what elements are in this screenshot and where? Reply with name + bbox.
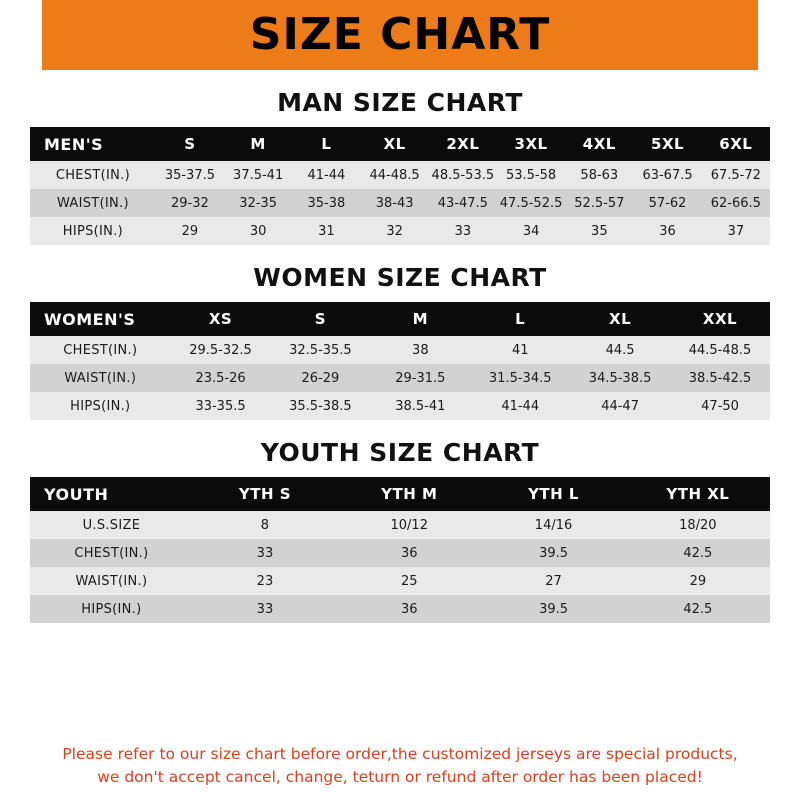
men-waist-6xl: 62-66.5 — [702, 189, 770, 217]
youth-row-header-label: YOUTH — [30, 477, 193, 511]
men-chart-wrap — [0, 127, 800, 245]
men-col-5xl: 5XL — [633, 127, 701, 161]
men-waist-2xl: 43-47.5 — [429, 189, 497, 217]
section-title-women: WOMEN SIZE CHART — [253, 263, 547, 292]
men-col-s: S — [156, 127, 224, 161]
women-chest-xxl: 44.5-48.5 — [670, 336, 770, 364]
youth-chest-xl: 42.5 — [626, 539, 770, 567]
men-chest-3xl: 53.5-58 — [497, 161, 565, 189]
youth-hips-xl: 42.5 — [626, 595, 770, 623]
youth-hips-l: 39.5 — [481, 595, 625, 623]
women-col-xxl: XXL — [670, 302, 770, 336]
women-chest-s: 32.5-35.5 — [270, 336, 370, 364]
men-chest-m: 37.5-41 — [224, 161, 292, 189]
page-title: SIZE CHART — [249, 9, 551, 60]
women-waist-s: 26-29 — [270, 364, 370, 392]
table-row — [30, 567, 770, 595]
women-waist-xl: 34.5-38.5 — [570, 364, 670, 392]
men-col-m: M — [224, 127, 292, 161]
youth-ussize-m: 10/12 — [337, 511, 481, 539]
youth-col-l: YTH L — [481, 477, 625, 511]
men-chest-xl: 44-48.5 — [361, 161, 429, 189]
youth-chest-l: 39.5 — [481, 539, 625, 567]
men-chest-4xl: 58-63 — [565, 161, 633, 189]
youth-row-label-ussize: U.S.SIZE — [30, 511, 193, 539]
men-waist-4xl: 52.5-57 — [565, 189, 633, 217]
youth-waist-m: 25 — [337, 567, 481, 595]
youth-ussize-xl: 18/20 — [626, 511, 770, 539]
men-hips-2xl: 33 — [429, 217, 497, 245]
women-hips-l: 41-44 — [470, 392, 570, 420]
men-hips-m: 30 — [224, 217, 292, 245]
men-col-3xl: 3XL — [497, 127, 565, 161]
youth-col-m: YTH M — [337, 477, 481, 511]
women-chest-m: 38 — [370, 336, 470, 364]
youth-waist-s: 23 — [193, 567, 337, 595]
women-row-label-hips: HIPS(IN.) — [30, 392, 171, 420]
youth-hips-m: 36 — [337, 595, 481, 623]
men-waist-5xl: 57-62 — [633, 189, 701, 217]
women-col-xl: XL — [570, 302, 670, 336]
youth-ussize-s: 8 — [193, 511, 337, 539]
youth-row-label-chest: CHEST(IN.) — [30, 539, 193, 567]
men-hips-xl: 32 — [361, 217, 429, 245]
men-hips-5xl: 36 — [633, 217, 701, 245]
women-row-label-chest: CHEST(IN.) — [30, 336, 171, 364]
youth-waist-xl: 29 — [626, 567, 770, 595]
men-waist-3xl: 47.5-52.5 — [497, 189, 565, 217]
women-hips-s: 35.5-38.5 — [270, 392, 370, 420]
men-chest-5xl: 63-67.5 — [633, 161, 701, 189]
table-row — [30, 336, 770, 364]
table-header-row — [30, 302, 770, 336]
women-chest-xs: 29.5-32.5 — [171, 336, 271, 364]
men-col-4xl: 4XL — [565, 127, 633, 161]
youth-waist-l: 27 — [481, 567, 625, 595]
men-hips-6xl: 37 — [702, 217, 770, 245]
section-title-youth: YOUTH SIZE CHART — [260, 438, 540, 467]
women-col-m: M — [370, 302, 470, 336]
men-hips-s: 29 — [156, 217, 224, 245]
women-chest-xl: 44.5 — [570, 336, 670, 364]
women-row-header-label: WOMEN'S — [30, 302, 171, 336]
men-col-6xl: 6XL — [702, 127, 770, 161]
men-col-2xl: 2XL — [429, 127, 497, 161]
women-col-s: S — [270, 302, 370, 336]
women-row-label-waist: WAIST(IN.) — [30, 364, 171, 392]
youth-chart-wrap — [0, 477, 800, 623]
men-row-label-hips: HIPS(IN.) — [30, 217, 156, 245]
table-row — [30, 189, 770, 217]
men-chest-2xl: 48.5-53.5 — [429, 161, 497, 189]
footer-note-line-2: we don't accept cancel, change, teturn or refund after order has been placed! — [97, 767, 703, 786]
section-title-men: MAN SIZE CHART — [277, 88, 523, 117]
table-row — [30, 392, 770, 420]
table-row — [30, 539, 770, 567]
men-col-xl: XL — [361, 127, 429, 161]
table-row — [30, 595, 770, 623]
men-hips-4xl: 35 — [565, 217, 633, 245]
youth-chest-m: 36 — [337, 539, 481, 567]
men-row-header-label: MEN'S — [30, 127, 156, 161]
men-waist-l: 35-38 — [292, 189, 360, 217]
women-hips-xxl: 47-50 — [670, 392, 770, 420]
youth-col-xl: YTH XL — [626, 477, 770, 511]
men-chest-6xl: 67.5-72 — [702, 161, 770, 189]
men-chest-s: 35-37.5 — [156, 161, 224, 189]
men-size-table — [30, 127, 770, 245]
men-col-l: L — [292, 127, 360, 161]
men-hips-3xl: 34 — [497, 217, 565, 245]
women-waist-xxl: 38.5-42.5 — [670, 364, 770, 392]
men-chest-l: 41-44 — [292, 161, 360, 189]
footer-note — [0, 743, 800, 788]
women-hips-m: 38.5-41 — [370, 392, 470, 420]
men-waist-m: 32-35 — [224, 189, 292, 217]
men-row-label-chest: CHEST(IN.) — [30, 161, 156, 189]
women-waist-m: 29-31.5 — [370, 364, 470, 392]
women-waist-l: 31.5-34.5 — [470, 364, 570, 392]
women-size-table — [30, 302, 770, 420]
women-hips-xl: 44-47 — [570, 392, 670, 420]
youth-size-table — [30, 477, 770, 623]
men-row-label-waist: WAIST(IN.) — [30, 189, 156, 217]
youth-col-s: YTH S — [193, 477, 337, 511]
youth-chest-s: 33 — [193, 539, 337, 567]
youth-hips-s: 33 — [193, 595, 337, 623]
table-row — [30, 364, 770, 392]
women-chart-wrap — [0, 302, 800, 420]
women-waist-xs: 23.5-26 — [171, 364, 271, 392]
men-waist-xl: 38-43 — [361, 189, 429, 217]
table-header-row — [30, 477, 770, 511]
table-row — [30, 511, 770, 539]
women-col-xs: XS — [171, 302, 271, 336]
women-col-l: L — [470, 302, 570, 336]
table-header-row — [30, 127, 770, 161]
table-row — [30, 217, 770, 245]
women-chest-l: 41 — [470, 336, 570, 364]
youth-row-label-hips: HIPS(IN.) — [30, 595, 193, 623]
men-waist-s: 29-32 — [156, 189, 224, 217]
youth-row-label-waist: WAIST(IN.) — [30, 567, 193, 595]
men-hips-l: 31 — [292, 217, 360, 245]
header-banner — [0, 0, 800, 70]
footer-note-line-1: Please refer to our size chart before order,the customized jerseys are special products, — [62, 745, 738, 764]
youth-ussize-l: 14/16 — [481, 511, 625, 539]
table-row — [30, 161, 770, 189]
women-hips-xs: 33-35.5 — [171, 392, 271, 420]
